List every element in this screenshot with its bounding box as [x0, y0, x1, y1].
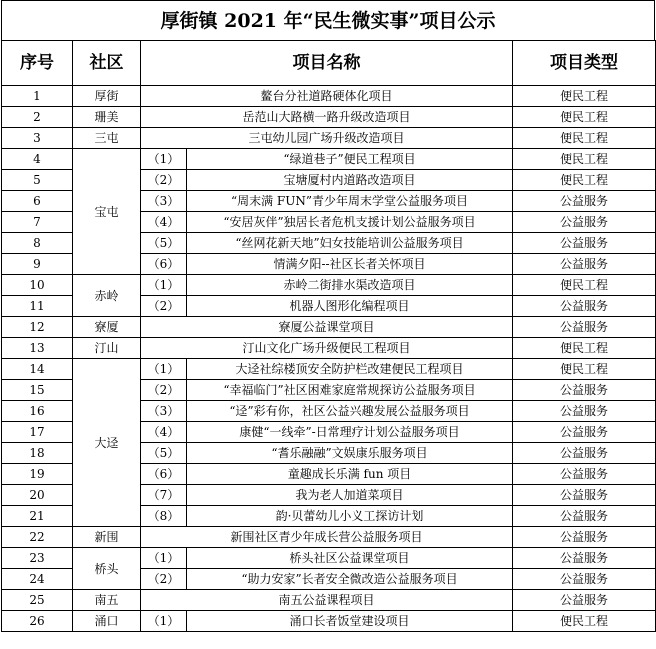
row-seq: 23 [2, 548, 73, 569]
row-sub-index: （5） [141, 233, 187, 254]
table-row [2, 107, 656, 128]
row-seq: 12 [2, 317, 73, 338]
row-seq: 17 [2, 422, 73, 443]
row-type: 公益服务 [513, 212, 656, 233]
row-type: 公益服务 [513, 380, 656, 401]
row-seq: 21 [2, 506, 73, 527]
row-type: 公益服务 [513, 485, 656, 506]
row-community: 宝屯 [73, 149, 141, 275]
row-sub-index: （1） [141, 275, 187, 296]
row-sub-index: （1） [141, 359, 187, 380]
row-type: 公益服务 [513, 590, 656, 611]
row-name: 童趣成长乐满 fun 项目 [187, 464, 513, 485]
row-name: 南五公益课程项目 [141, 590, 513, 611]
table-row [2, 275, 656, 296]
row-sub-index: （4） [141, 212, 187, 233]
row-type: 公益服务 [513, 443, 656, 464]
row-seq: 1 [2, 86, 73, 107]
header-type: 项目类型 [513, 41, 656, 86]
row-sub-index: （5） [141, 443, 187, 464]
row-community: 寮厦 [73, 317, 141, 338]
row-name: 我为老人加道菜项目 [187, 485, 513, 506]
row-community: 新围 [73, 527, 141, 548]
row-type: 便民工程 [513, 86, 656, 107]
row-sub-index: （1） [141, 548, 187, 569]
row-name: 机器人图形化编程项目 [187, 296, 513, 317]
row-type: 便民工程 [513, 128, 656, 149]
row-type: 便民工程 [513, 149, 656, 170]
row-type: 便民工程 [513, 275, 656, 296]
row-seq: 10 [2, 275, 73, 296]
row-sub-index: （1） [141, 611, 187, 632]
row-name: 宝塘厦村内道路改造项目 [187, 170, 513, 191]
row-sub-index: （6） [141, 464, 187, 485]
row-community: 南五 [73, 590, 141, 611]
row-name: 情满夕阳--社区长者关怀项目 [187, 254, 513, 275]
page-title: 厚街镇 2021 年“民生微实事”项目公示 [1, 0, 655, 40]
table-row [2, 317, 656, 338]
row-name: “迳”彩有你，社区公益兴趣发展公益服务项目 [187, 401, 513, 422]
row-type: 便民工程 [513, 359, 656, 380]
table-row [2, 359, 656, 380]
row-name: 岳范山大路横一路升级改造项目 [141, 107, 513, 128]
row-name: “助力安家”长者安全微改造公益服务项目 [187, 569, 513, 590]
header-row [2, 41, 656, 86]
row-name: 大迳社综楼顶安全防护栏改建便民工程项目 [187, 359, 513, 380]
row-sub-index: （2） [141, 380, 187, 401]
row-seq: 4 [2, 149, 73, 170]
row-type: 便民工程 [513, 107, 656, 128]
row-name: “安居灰伴”独居长者危机支援计划公益服务项目 [187, 212, 513, 233]
row-name: 鳌台分社道路硬体化项目 [141, 86, 513, 107]
header-community: 社区 [73, 41, 141, 86]
row-seq: 2 [2, 107, 73, 128]
row-name: “周末满 FUN”青少年周末学堂公益服务项目 [187, 191, 513, 212]
row-sub-index: （2） [141, 569, 187, 590]
row-community: 桥头 [73, 548, 141, 590]
row-seq: 11 [2, 296, 73, 317]
row-community: 涌口 [73, 611, 141, 632]
table-row [2, 590, 656, 611]
row-sub-index: （3） [141, 191, 187, 212]
row-sub-index: （2） [141, 296, 187, 317]
row-seq: 18 [2, 443, 73, 464]
row-type: 公益服务 [513, 317, 656, 338]
row-seq: 22 [2, 527, 73, 548]
row-sub-index: （3） [141, 401, 187, 422]
row-name: 汀山文化广场升级便民工程项目 [141, 338, 513, 359]
row-seq: 9 [2, 254, 73, 275]
table-row [2, 548, 656, 569]
row-type: 公益服务 [513, 506, 656, 527]
row-community: 三屯 [73, 128, 141, 149]
row-name: 寮厦公益课堂项目 [141, 317, 513, 338]
row-seq: 6 [2, 191, 73, 212]
row-name: 桥头社区公益课堂项目 [187, 548, 513, 569]
table-row [2, 128, 656, 149]
row-sub-index: （6） [141, 254, 187, 275]
row-type: 公益服务 [513, 254, 656, 275]
row-sub-index: （4） [141, 422, 187, 443]
row-type: 便民工程 [513, 338, 656, 359]
row-sub-index: （2） [141, 170, 187, 191]
header-seq: 序号 [2, 41, 73, 86]
row-seq: 20 [2, 485, 73, 506]
table-row [2, 149, 656, 170]
row-seq: 14 [2, 359, 73, 380]
row-community: 珊美 [73, 107, 141, 128]
row-type: 公益服务 [513, 548, 656, 569]
row-type: 公益服务 [513, 422, 656, 443]
row-type: 公益服务 [513, 401, 656, 422]
header-name: 项目名称 [141, 41, 513, 86]
row-type: 公益服务 [513, 464, 656, 485]
row-seq: 19 [2, 464, 73, 485]
row-name: “耆乐融融”文娱康乐服务项目 [187, 443, 513, 464]
row-sub-index: （1） [141, 149, 187, 170]
row-seq: 7 [2, 212, 73, 233]
row-name: 涌口长者饭堂建设项目 [187, 611, 513, 632]
row-name: “丝网花新天地”妇女技能培训公益服务项目 [187, 233, 513, 254]
row-seq: 16 [2, 401, 73, 422]
row-name: “绿道巷子”便民工程项目 [187, 149, 513, 170]
row-community: 赤岭 [73, 275, 141, 317]
row-type: 公益服务 [513, 191, 656, 212]
row-community: 厚街 [73, 86, 141, 107]
row-type: 公益服务 [513, 527, 656, 548]
row-seq: 15 [2, 380, 73, 401]
row-name: 三屯幼儿园广场升级改造项目 [141, 128, 513, 149]
row-seq: 25 [2, 590, 73, 611]
row-type: 公益服务 [513, 233, 656, 254]
row-seq: 13 [2, 338, 73, 359]
row-sub-index: （8） [141, 506, 187, 527]
row-name: “幸福临门”社区困难家庭常规探访公益服务项目 [187, 380, 513, 401]
row-sub-index: （7） [141, 485, 187, 506]
row-community: 大迳 [73, 359, 141, 527]
row-type: 便民工程 [513, 170, 656, 191]
project-table [1, 40, 656, 632]
row-name: 韵·贝蕾幼儿小义工探访计划 [187, 506, 513, 527]
table-row [2, 611, 656, 632]
table-row [2, 86, 656, 107]
row-type: 公益服务 [513, 296, 656, 317]
row-seq: 8 [2, 233, 73, 254]
row-name: 新围社区青少年成长营公益服务项目 [141, 527, 513, 548]
row-name: 康健“一线牵”-日常理疗计划公益服务项目 [187, 422, 513, 443]
table-row [2, 527, 656, 548]
row-seq: 3 [2, 128, 73, 149]
row-type: 公益服务 [513, 569, 656, 590]
row-type: 便民工程 [513, 611, 656, 632]
row-name: 赤岭二街排水渠改造项目 [187, 275, 513, 296]
row-seq: 26 [2, 611, 73, 632]
row-seq: 24 [2, 569, 73, 590]
table-row [2, 338, 656, 359]
row-community: 汀山 [73, 338, 141, 359]
row-seq: 5 [2, 170, 73, 191]
